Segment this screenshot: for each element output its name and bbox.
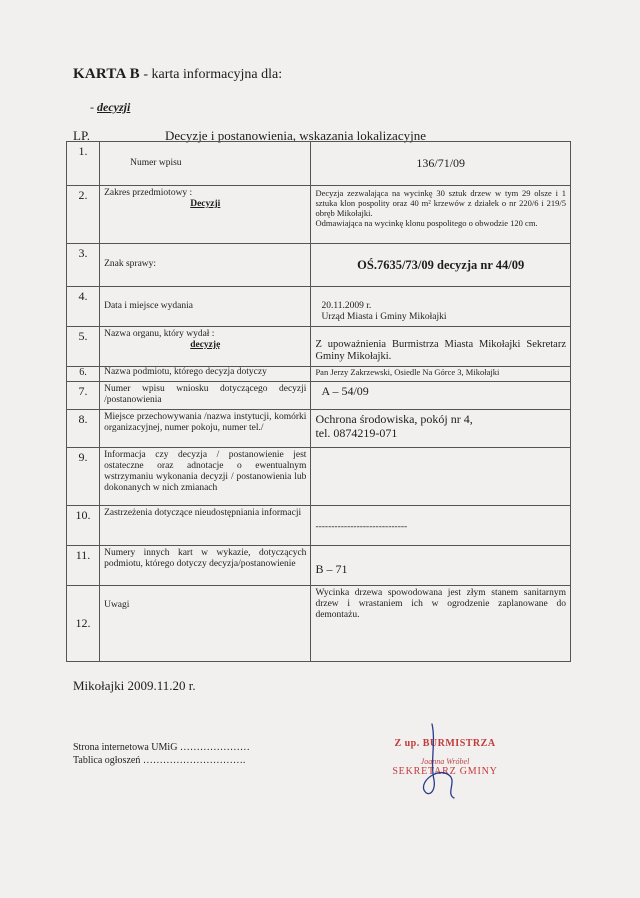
- row-label: [100, 366, 311, 381]
- row-value: [311, 186, 571, 244]
- stamp-line-1: Z up. BURMISTRZA: [394, 738, 496, 749]
- row-number: 10.: [67, 505, 100, 545]
- row-value-text: Pan Jerzy Zakrzewski, Osiedle Na Górce 3, Mikołajki: [315, 366, 500, 377]
- row-label-text: Zastrzeżenia dotyczące nieudostępniania informacji: [104, 507, 302, 518]
- info-table: [66, 141, 571, 662]
- subtitle-text: decyzji: [97, 100, 131, 114]
- table-row: [67, 287, 571, 327]
- website-line: Strona internetowa UMiG …………………: [73, 742, 250, 753]
- row-number: 3.: [67, 244, 100, 287]
- handwritten-signature: [410, 722, 470, 802]
- row-label-text: Informacja czy decyzja / postanowienie jest ostateczne oraz adnotacje o ewentualnym wstrzymaniu wykonania decyzji / postanowienia lub dokonanych w nich zmianach: [104, 449, 307, 494]
- row-value-text: Decyzja zezwalająca na wycinkę 30 sztuk drzew w tym 29 olsze i 1 sztuka klon pospolity oraz 40 m² krzewów z działek o nr 220/6 i 219/5 obręb Mikołajki.: [315, 188, 566, 219]
- row-value: [311, 142, 571, 186]
- row-number: 7.: [67, 381, 100, 409]
- row-label-text: Numery innych kart w wykazie, dotyczących podmiotu, którego dotyczy decyzja/postanowienie: [104, 547, 307, 569]
- row-value: [311, 327, 571, 367]
- notice-board-line: Tablica ogłoszeń ………………………….: [73, 755, 246, 766]
- table-row: [67, 447, 571, 505]
- card-title: [73, 66, 282, 83]
- row-number: 9.: [67, 447, 100, 505]
- table-row: [67, 244, 571, 287]
- table-row: [67, 366, 571, 381]
- row-value-text: 136/71/09: [416, 156, 466, 171]
- row-number: 1.: [67, 142, 100, 186]
- row-label-text: Znak sprawy:: [104, 259, 157, 270]
- stamp-line-2: Joanna Wróbel: [420, 757, 470, 766]
- row-label-text: Numer wpisu wniosku dotyczącego decyzji /postanowienia: [104, 383, 307, 405]
- row-value: [311, 244, 571, 287]
- issue-date: Mikołajki 2009.11.20 r.: [73, 678, 196, 693]
- row-value-text: A – 54/09: [321, 383, 369, 398]
- table-row: [67, 186, 571, 244]
- row-number: 8.: [67, 409, 100, 447]
- table-row: [67, 505, 571, 545]
- table-row: [67, 545, 571, 585]
- row-label: [100, 545, 311, 585]
- row-label-text: Zakres przedmiotowy :: [104, 188, 193, 198]
- row-label: [100, 186, 311, 244]
- row-number: 6.: [67, 366, 100, 381]
- table-heading: Decyzje i postanowienia, wskazania lokalizacyjne: [165, 128, 426, 143]
- row-value-text-2: Urząd Miasta i Gminy Mikołajki: [321, 312, 447, 323]
- lp-header: LP.: [73, 128, 90, 143]
- row-label-text: Data i miejsce wydania: [104, 300, 193, 311]
- row-number: 2.: [67, 186, 100, 244]
- row-label: [100, 142, 311, 186]
- table-row: [67, 409, 571, 447]
- row-label: [100, 287, 311, 327]
- row-label: [100, 409, 311, 447]
- row-value: [311, 545, 571, 585]
- row-label-text: Miejsce przechowywania /nazwa instytucji, komórki organizacyjnej, numer pokoju, numer tel./: [104, 411, 307, 433]
- row-label-text: Numer wpisu: [130, 157, 182, 168]
- row-value: [311, 409, 571, 447]
- table-row: [67, 142, 571, 186]
- row-value: [311, 287, 571, 327]
- row-value: [311, 381, 571, 409]
- row-value: [311, 505, 571, 545]
- row-value-text: OŚ.7635/73/09 decyzja nr 44/09: [357, 257, 525, 272]
- row-label-text: Nazwa podmiotu, którego decyzja dotyczy: [104, 366, 267, 377]
- row-label: [100, 381, 311, 409]
- table-row: [67, 327, 571, 367]
- row-value-text-2: Odmawiająca na wycinkę klonu pospolitego o obwodzie 120 cm.: [315, 218, 538, 229]
- row-label: [100, 585, 311, 661]
- row-number: 5.: [67, 327, 100, 367]
- stamp-line-3: SEKRETARZ GMINY: [392, 766, 498, 777]
- row-number: 4.: [67, 287, 100, 327]
- row-label: [100, 505, 311, 545]
- row-value-text-2: tel. 0874219-071: [315, 425, 398, 440]
- subtitle-prefix: -: [90, 100, 97, 114]
- row-value-text: Wycinka drzewa spowodowana jest złym stanem sanitarnym drzew i wrastaniem ich w ogrodzenie zaplanowane do demontażu.: [315, 587, 566, 620]
- row-label: [100, 327, 311, 367]
- table-row: [67, 381, 571, 409]
- card-title-bold: KARTA B: [73, 66, 140, 82]
- row-label-emphasis: Decyzji: [190, 199, 221, 210]
- row-value-text: Ochrona środowiska, pokój nr 4,: [315, 411, 473, 426]
- row-value: [311, 366, 571, 381]
- row-value-text: 20.11.2009 r.: [321, 301, 372, 311]
- row-label-text: Nazwa organu, który wydał :: [104, 329, 215, 339]
- row-value-text: Z upoważnienia Burmistrza Miasta Mikołajki Sekretarz Gminy Mikołajki.: [315, 339, 566, 363]
- row-label-emphasis: decyzję: [190, 340, 221, 351]
- row-label: [100, 244, 311, 287]
- row-value: [311, 585, 571, 661]
- row-label-text: Uwagi: [104, 599, 130, 610]
- row-number: 12.: [67, 585, 100, 661]
- row-number: 11.: [67, 545, 100, 585]
- table-row: [67, 585, 571, 661]
- row-value-text: -----------------------------: [315, 521, 408, 532]
- card-subtitle: [90, 100, 130, 115]
- row-label: [100, 447, 311, 505]
- row-value: [311, 447, 571, 505]
- card-title-rest: - karta informacyjna dla:: [139, 67, 283, 82]
- row-value-text: B – 71: [315, 561, 348, 576]
